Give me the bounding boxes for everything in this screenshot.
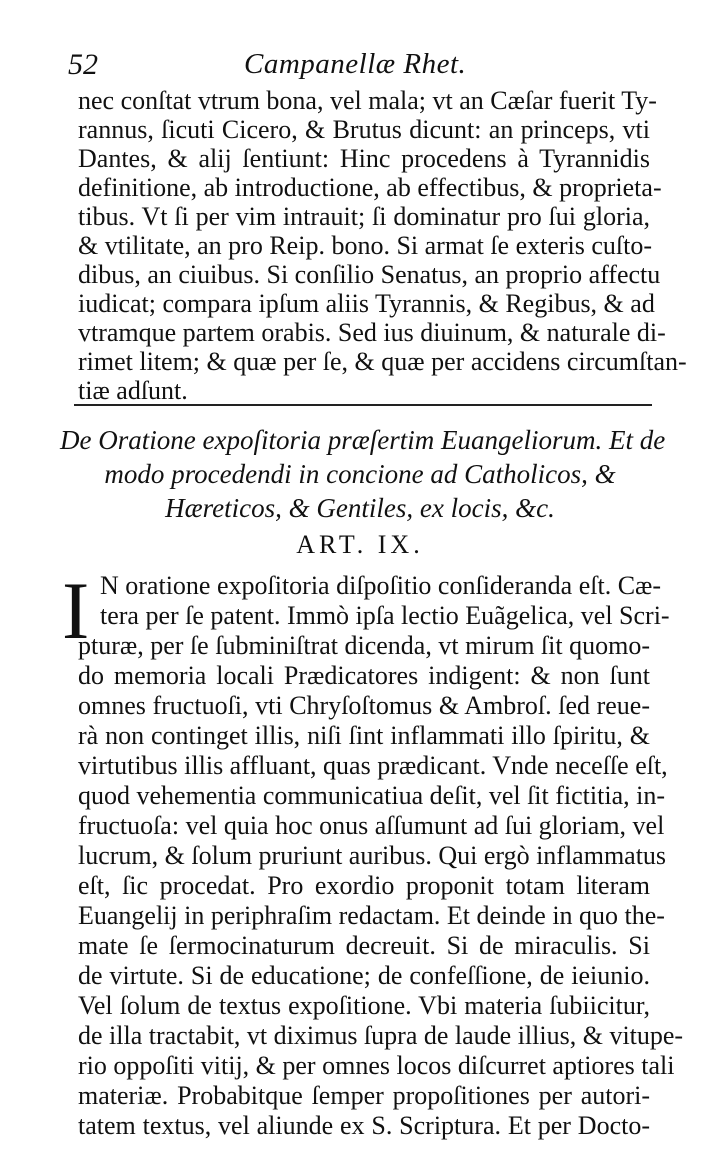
text-line: rannus, ſicuti Cicero, & Brutus dicunt: an princeps, vti	[78, 115, 650, 144]
page-number: 52	[68, 48, 98, 81]
heading-line: Hæreticos, & Gentiles, ex locis, &c.	[165, 493, 555, 523]
text-line: tatem textus, vel aliunde ex S. Scriptura. Et per Docto-	[78, 1111, 650, 1140]
heading-line: modo procedendi in concione ad Catholicos, &	[104, 459, 616, 489]
text-line: nec conſtat vtrum bona, vel mala; vt an Cæſar fuerit Ty-	[78, 86, 657, 115]
text-line: tibus. Vt ſi per vim intrauit; ſi dominatur pro ſui gloria,	[78, 202, 650, 231]
text-line: rimet litem; & quæ per ſe, & quæ per accidens circumſtan-	[78, 347, 687, 376]
text-line: Vel ſolum de textus expoſitione. Vbi materia ſubiicitur,	[78, 991, 650, 1020]
running-head: Campanellæ Rhet.	[244, 48, 467, 80]
text-line: vtramque partem orabis. Sed ius diuinum, & naturale di-	[78, 318, 666, 347]
text-line: & vtilitate, an pro Reip. bono. Si armat ſe exteris cuſto-	[78, 231, 653, 260]
text-line: rio oppoſiti vitij, & per omnes locos diſcurret aptiores tali	[78, 1051, 675, 1080]
text-line: omnes fructuoſi, vti Chryſoſtomus & Ambroſ. ſed reue-	[78, 691, 650, 720]
section-divider	[74, 404, 652, 406]
text-line: Dantes, & alij ſentiunt: Hinc procedens à Tyrannidis	[78, 144, 650, 173]
heading-line: De Oratione expoſitoria præſertim Euangeliorum. Et de	[60, 425, 666, 455]
text-line: pturæ, per ſe ſubminiſtrat dicenda, vt mirum ſit quomo-	[78, 631, 650, 660]
text-line: iudicat; compara ipſum aliis Tyrannis, & Regibus, & ad	[78, 289, 655, 318]
text-line: de illa tractabit, vt diximus ſupra de laude illius, & vitupe-	[78, 1021, 684, 1050]
text-line: Euangelij in periphraſim redactam. Et deinde in quo the-	[78, 901, 665, 930]
text-line: rà non continget illis, niſi ſint inflammati illo ſpiritu, &	[78, 721, 650, 750]
page-header	[68, 48, 668, 88]
text-line: tiæ adſunt.	[78, 376, 188, 405]
text-line: eſt, ſic procedat. Pro exordio proponit totam literam	[78, 871, 650, 900]
text-line: do memoria locali Prædicatores indigent: & non ſunt	[78, 661, 650, 690]
text-line: tera per ſe patent. Immò ipſa lectio Euãgelica, vel Scri-	[100, 601, 670, 630]
article-number: ART. IX.	[296, 530, 424, 559]
text-line: dibus, an ciuibus. Si conſilio Senatus, an proprio affectu	[78, 260, 661, 289]
text-line: virtutibus illis affluant, quas prædicant. Vnde neceſſe eſt,	[78, 751, 668, 780]
text-line: materiæ. Probabitque ſemper propoſitiones per autori-	[78, 1081, 650, 1110]
drop-cap: I	[62, 565, 90, 656]
text-line: quod vehementia communicatiua deſit, vel ſit fictitia, in-	[78, 781, 665, 810]
text-line: mate ſe ſermocinaturum decreuit. Si de miraculis. Si	[78, 931, 650, 960]
text-line: definitione, ab introductione, ab effectibus, & proprieta-	[78, 173, 662, 202]
text-line: lucrum, & ſolum pruriunt auribus. Qui ergò inflammatus	[78, 841, 667, 870]
text-line: de virtute. Si de educatione; de confeſſione, de ieiunio.	[78, 961, 650, 990]
text-line: N oratione expoſitoria diſpoſitio conſideranda eſt. Cæ-	[100, 571, 662, 600]
text-line: fructuoſa: vel quia hoc onus aſſumunt ad ſui gloriam, vel	[78, 811, 665, 840]
